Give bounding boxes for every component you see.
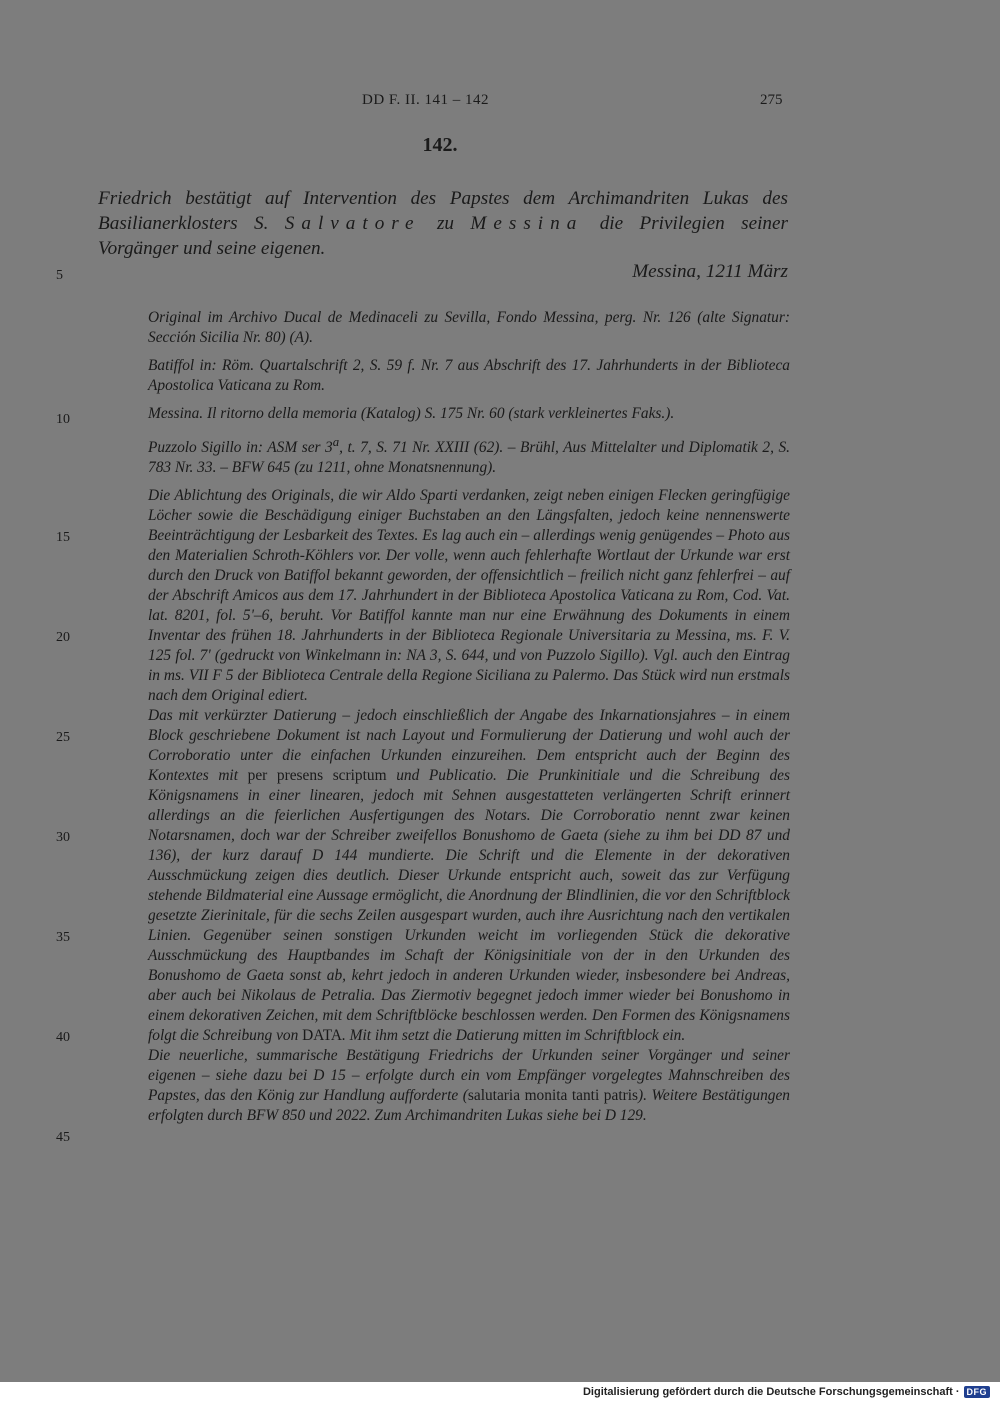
apparatus-print: Batiffol in: Röm. Quartalschrift 2, S. 59 f. Nr. 7 aus Abschrift des 17. Jahrhunderts in der Biblioteca Apostolica Vaticana zu Rom. [148,357,790,394]
line-number: 45 [56,1130,70,1145]
commentary-text: ). Weitere Bestätigungen erfolgten durch BFW 850 und 2022. Zum Archimandriten Lukas siehe bei D 129. [148,1087,790,1125]
commentary-text: und Publicatio. Die Prunkinitiale und die Schreibung des Königsnamens in einer linearen, jedoch mit Sehnen ausgestatteten verlängerten Schrift erinnert allerdings an die feierlichen Ausfertigungen des Notars. Die Corroboratio nennt zwar keinen Notarsnamen, doch war der Schreiber zweifellos Bonushomo de Gaeta (siehe zu ihm bei DD 87 und 136), der kurz darauf D 144 mundierte. Die Schrift und die Elemente in der dekorativen Ausschmückung zeigen dies deutlich. Dieser Urkunde entspricht auch, soweit das zur Verfügung stehende Bildmaterial eine Aussage ermöglicht, die Anordnung der Blindlinien, die vor den Schriftblock gesetzte Zierinitale, für die sechs Zeilen ausgespart wurden, auch ihre Ausrichtung nach den vertikalen Linien. Gegenüber seinen sonstigen Urkunden weicht im vorliegenden Stück die dekorative Ausschmückung des Hauptbandes im Schaft der Königsinitiale von der in den Urkunden des Bonushomo de Gaeta sonst ab, kehrt jedoch in anderen Urkunden wieder, insbesondere bei Andreas, aber auch bei Nikolaus de Petralia. Das Ziermotiv begegnet jedoch immer wieder bei Bonushomo in einem dekorativen Zeichen, mit dem Schriftblöcke beschlossen werden. Den Formen des Königsnamens folgt die Schreibung von [148,767,791,1045]
regest [98,186,788,261]
regest-place-salvatore: Salvatore [284,213,421,234]
apparatus-superscript: a [332,435,340,449]
apparatus-text: , t. 7, S. 71 Nr. XXIII (62). – Brühl, Aus Mittelalter und Diplomatik 2, S. 783 Nr. 33. – BFW 645 (zu 1211, ohne Monatsnennung). [148,439,790,477]
regest-text: Friedrich bestätigt auf Intervention des Papstes dem Archimandriten Lukas des Basilianerklosters S. [98,188,788,234]
document-number: 142. [422,134,458,156]
commentary-text: . Mit ihm setzt die Datierung mitten im Schriftblock ein. [341,1027,686,1045]
apparatus-regesta [148,432,790,478]
line-number: 40 [56,1030,70,1045]
line-number: 5 [56,268,63,283]
line-number: 25 [56,730,70,745]
line-number: 20 [56,630,70,645]
regest-place-messina: Messina [470,213,584,234]
apparatus [148,308,790,1126]
line-number: 15 [56,530,70,545]
commentary-transmission: Die Ablichtung des Originals, die wir Aldo Sparti verdanken, zeigt neben einigen Flecken geringfügige Löcher sowie die Beschädigung einiger Buchstaben an den Längsfalten, jedoch keine nennenswerte Beeinträchtigung der Lesbarkeit des Textes. Es lag auch ein – allerdings wenig genügendes – Photo aus den Materialien Schroth-Köhlers vor. Der volle, wenn auch fehlerhafte Wortlaut der Urkunde war erst durch den Druck von Batiffol bekannt geworden, der offensichtlich – freilich nicht ganz fehlerfrei – auf der Abschrift Amicos aus dem 17. Jahrhundert in der Biblioteca Apostolica Vaticana zu Rom, Cod. Vat. lat. 8201, fol. 5'–6, beruht. Vor Batiffol kannte man nur eine Erwähnung des Dokuments in einem Inventar des frühen 18. Jahrhunderts in der Biblioteca Regionale Universitaria zu Messina, ms. F. V. 125 fol. 7' (gedruckt von Winkelmann in: NA 3, S. 644, und von Puzzolo Sigillo). Vgl. auch den Eintrag in ms. VII F 5 der Biblioteca Centrale della Regione Siciliana zu Palermo. Das Stück wird nun erstmals nach dem Original ediert. [148,487,790,705]
line-number: 35 [56,930,70,945]
page-number: 275 [760,92,783,108]
commentary-quote: per presens scriptum [247,767,387,785]
commentary-text: Das mit verkürzter Datierung – jedoch einschließlich der Angabe des Inkarnationsjahres – in einem Block geschriebene Dokument ist nach Layout und Formulierung der Datierung und wohl auch der Corroboratio unter die einfachen Urkunden einzureihen. Dem entspricht auch der Beginn des Kontextes mit [148,707,790,785]
commentary-quote: salutaria monita tanti patris [467,1087,638,1105]
dfg-logo: DFG [964,1386,991,1398]
apparatus-text: Puzzolo Sigillo in: ASM ser 3 [148,439,333,457]
funding-notice: Digitalisierung gefördert durch die Deutsche Forschungsgemeinschaft · [582,1386,960,1398]
regest-text: zu [420,213,471,234]
commentary-content [148,1046,790,1126]
commentary-quote: DATA [302,1027,342,1045]
commentary-text: Die neuerliche, summarische Bestätigung Friedrichs der Urkunden seiner Vorgänger und seiner eigenen – siehe dazu bei D 15 – erfolgte durch ein vom Empfänger vorgelegtes Mahnschreiben des Papstes, das den König zur Handlung aufforderte ( [148,1047,790,1105]
place-date: Messina, 1211 März [632,261,788,282]
running-head: DD F. II. 141 – 142 [362,92,490,108]
apparatus-facsimile: Messina. Il ritorno della memoria (Katalog) S. 175 Nr. 60 (stark verkleinertes Faks.). [148,405,675,422]
footer [583,1386,990,1398]
line-number: 30 [56,830,70,845]
line-number: 10 [56,412,70,427]
apparatus-original: Original im Archivo Ducal de Medinaceli zu Sevilla, Fondo Messina, perg. Nr. 126 (alte Signatur: Sección Sicilia Nr. 80) (A). [148,309,790,346]
commentary-diplomatics [148,706,790,1046]
regest-text: die Privilegien seiner Vorgänger und seine eigenen. [98,213,788,259]
